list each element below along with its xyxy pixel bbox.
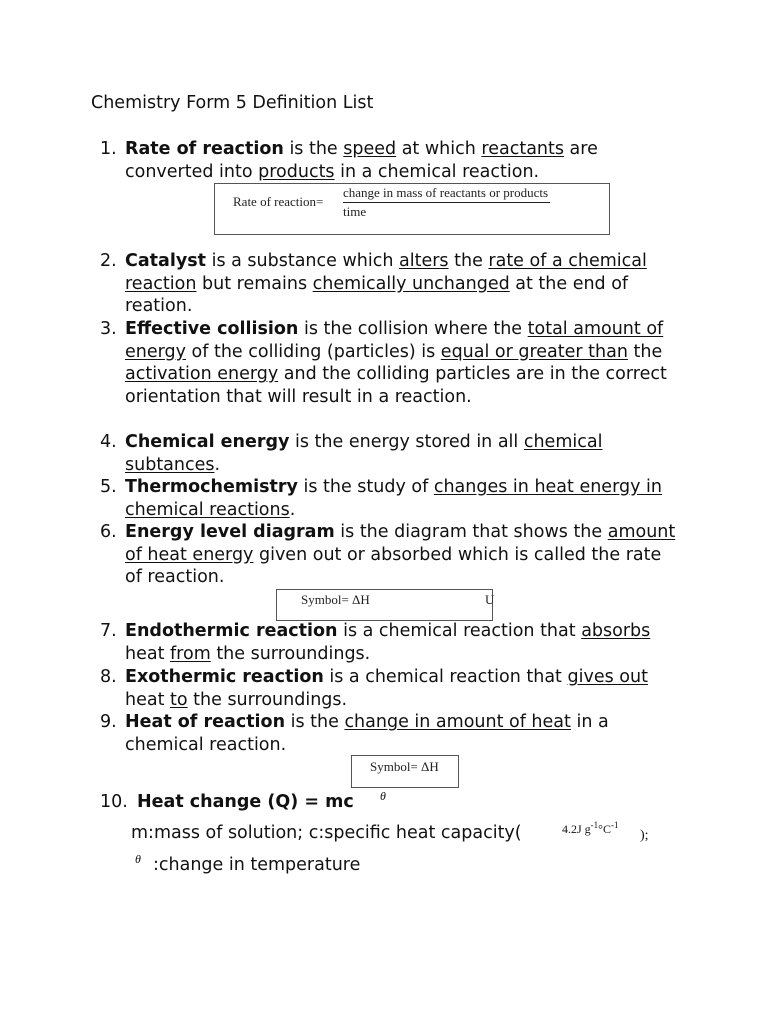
text-run: is a chemical reaction that <box>323 667 568 687</box>
key-phrase: chemical subtances <box>125 432 603 475</box>
item-number: 4. <box>100 432 117 452</box>
key-phrase: chemically unchanged <box>312 273 510 294</box>
definition-item <box>100 318 680 408</box>
text-run: the <box>448 251 489 271</box>
key-phrase: change in amount of heat <box>344 712 571 732</box>
definition-item <box>100 521 680 589</box>
item-number: 8. <box>100 667 117 687</box>
key-phrase: speed <box>343 139 397 159</box>
theta-symbol: θ <box>135 852 141 866</box>
text-run: but remains <box>196 273 313 294</box>
text-run: of the colliding (particles) is <box>185 341 441 362</box>
item-text <box>125 476 680 521</box>
symbol-box <box>276 589 493 621</box>
symbol-trailing-text: U <box>485 592 495 607</box>
definition-item <box>100 476 680 521</box>
defined-term: Chemical energy <box>125 432 290 452</box>
text-run: is the <box>285 712 345 732</box>
specific-heat-value <box>562 820 618 837</box>
definition-item <box>100 431 680 476</box>
item-number: 2. <box>100 251 117 271</box>
definition-item <box>100 666 680 711</box>
text-run: is the energy stored in all <box>289 432 524 452</box>
item-number: 1. <box>100 139 117 159</box>
rate-formula-box <box>214 183 610 235</box>
key-phrase: total amount of energy <box>125 319 664 362</box>
key-phrase: alters <box>399 251 449 271</box>
text-run: in a chemical reaction. <box>334 161 540 182</box>
text-run: and the colliding particles are in the correct orientation that will result in a reaction. <box>125 364 667 407</box>
units-degree: °C <box>598 822 611 836</box>
text-run: at the end of reation. <box>125 273 629 317</box>
text-run: the <box>627 341 663 362</box>
symbol-text: Symbol= ΔH <box>370 759 439 774</box>
key-phrase: reactants <box>481 139 564 159</box>
text-run: . <box>214 454 221 475</box>
item-text <box>125 711 680 756</box>
item-text <box>125 318 680 408</box>
units-exponent: -1 <box>610 820 619 830</box>
item-text <box>137 791 680 814</box>
key-phrase: changes in heat energy in chemical reactions <box>125 477 662 520</box>
key-phrase: equal or greater than <box>440 341 628 362</box>
text-run: is the collision where the <box>298 319 528 339</box>
item-number: 7. <box>100 621 117 641</box>
item-text <box>125 250 680 318</box>
item-text <box>125 138 680 183</box>
key-phrase: to <box>170 689 188 710</box>
key-phrase: amount of heat energy <box>125 522 676 565</box>
defined-term: Heat of reaction <box>125 712 286 732</box>
symbol-text: Symbol= ΔH <box>301 592 370 607</box>
defined-term: Energy level diagram <box>125 522 335 542</box>
item-number: 5. <box>100 477 117 497</box>
item-text <box>125 521 680 589</box>
definition-item <box>100 791 680 814</box>
item-text <box>125 431 680 476</box>
text-run: is the study of <box>297 477 434 497</box>
item-number: 9. <box>100 712 117 732</box>
defined-term: Effective collision <box>125 319 299 339</box>
text-run: at which <box>396 139 482 159</box>
item-text <box>125 620 680 665</box>
defined-term: Exothermic reaction <box>125 667 324 687</box>
defined-term: Heat change (Q) = mc <box>137 792 354 812</box>
units-value: 4.2J g <box>562 822 591 836</box>
definition-item <box>100 711 680 756</box>
heat-change-line-2: :change in temperature <box>153 855 361 875</box>
text-run: heat <box>125 643 171 664</box>
defined-term: Rate of reaction <box>125 139 284 159</box>
formula-label: Rate of reaction= <box>233 194 324 209</box>
document-title: Chemistry Form 5 Definition List <box>91 93 374 113</box>
units-exponent: -1 <box>590 820 599 830</box>
defined-term: Endothermic reaction <box>125 621 338 641</box>
text-run: in a chemical reaction. <box>125 712 609 755</box>
text-run: is a chemical reaction that <box>337 621 582 641</box>
theta-symbol: θ <box>380 789 386 803</box>
definition-item <box>100 138 680 183</box>
key-phrase: from <box>170 643 211 664</box>
item-text <box>125 666 680 711</box>
text-run: are converted into <box>125 139 598 182</box>
text-run: is a substance which <box>206 251 400 271</box>
text-run: is the <box>283 139 344 159</box>
text-run: . <box>289 499 296 520</box>
item-number: 6. <box>100 522 117 542</box>
item-number: 3. <box>100 319 117 339</box>
symbol-box <box>351 755 459 788</box>
definition-item <box>100 250 680 318</box>
defined-term: Catalyst <box>125 251 207 271</box>
paren-close: ); <box>640 828 649 843</box>
key-phrase: gives out <box>567 667 648 687</box>
text-run: given out or absorbed which is called the rate of reaction. <box>125 544 662 588</box>
formula-denominator: time <box>343 204 367 219</box>
text-run: the surroundings. <box>187 689 348 710</box>
formula-numerator: change in mass of reactants or products <box>343 185 550 203</box>
definition-item <box>100 620 680 665</box>
text-run: is the diagram that shows the <box>334 522 608 542</box>
formula-fraction <box>343 185 550 220</box>
key-phrase: activation energy <box>125 364 279 385</box>
text-run: the surroundings. <box>210 643 371 664</box>
defined-term: Thermochemistry <box>125 477 298 497</box>
key-phrase: absorbs <box>581 621 651 641</box>
key-phrase: rate of a chemical reaction <box>125 251 647 294</box>
key-phrase: products <box>258 161 335 182</box>
heat-change-line-1: m:mass of solution; c:specific heat capacity( <box>131 823 522 843</box>
item-number: 10. <box>100 792 128 812</box>
text-run: heat <box>125 689 171 710</box>
